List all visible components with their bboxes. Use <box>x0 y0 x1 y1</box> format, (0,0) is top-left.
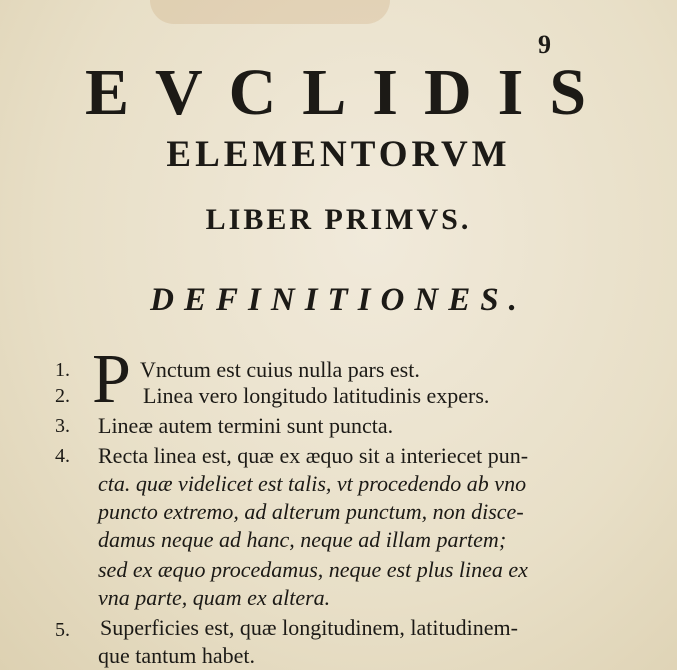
section-heading: DEFINITIONES. <box>150 282 527 318</box>
definition-number: 5. <box>55 619 70 641</box>
definition-number: 3. <box>55 415 70 437</box>
definition-line: cta. quæ videlicet est talis, vt procedendo ab vno <box>98 471 527 496</box>
definition-line: sed ex æquo procedamus, neque est plus linea ex <box>98 557 528 582</box>
definition-line: puncto extremo, ad alterum punctum, non disce- <box>98 499 524 524</box>
definition-number: 1. <box>55 359 70 381</box>
definition-number: 2. <box>55 385 70 407</box>
definition-line: que tantum habet. <box>98 643 256 668</box>
definition-number: 4. <box>55 445 70 467</box>
drop-cap: P <box>92 341 131 418</box>
definition-line: Vnctum est cuius nulla pars est. <box>140 357 420 382</box>
title-author: EVCLIDIS <box>84 56 613 129</box>
definition-line: vna parte, quam ex altera. <box>98 585 331 610</box>
paper-stain <box>150 0 390 24</box>
definition-line: Recta linea est, quæ ex æquo sit a interiecet pun- <box>98 443 529 468</box>
definition-line: damus neque ad hanc, neque ad illam partem; <box>98 527 507 552</box>
definition-line: Lineæ autem termini sunt puncta. <box>98 413 394 438</box>
title-work: ELEMENTORVM <box>166 134 511 175</box>
page-number: 9 <box>538 30 551 59</box>
definition-line: Superficies est, quæ longitudinem, latitudinem- <box>100 615 518 640</box>
title-book: LIBER PRIMVS. <box>205 203 472 236</box>
definition-line: Linea vero longitudo latitudinis expers. <box>143 383 490 408</box>
